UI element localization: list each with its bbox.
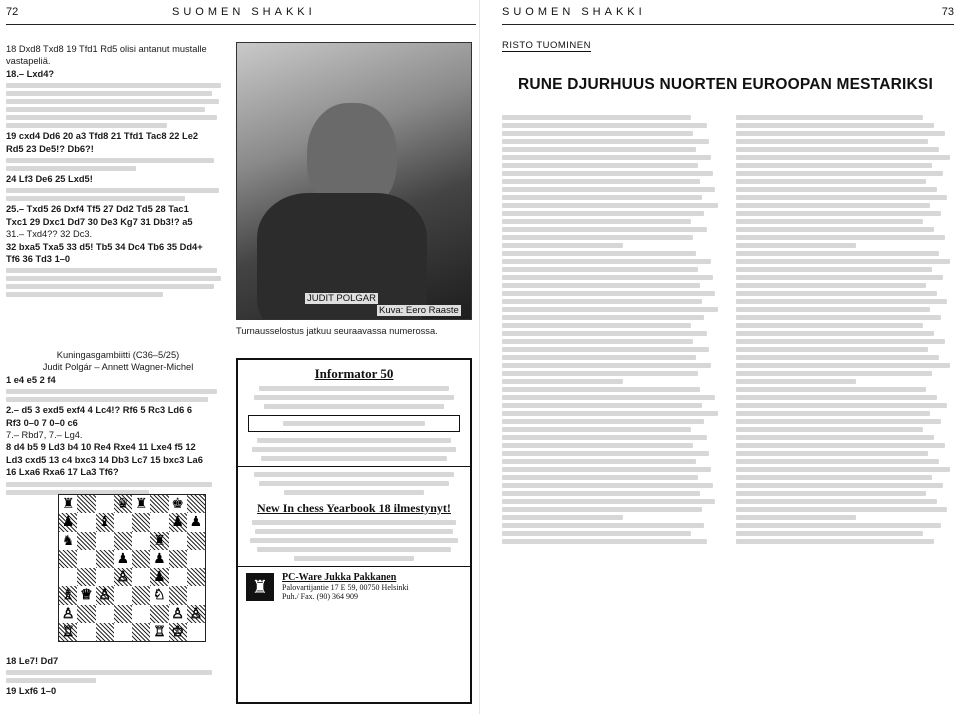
chess-piece-icon: ♗ [61,587,75,604]
text-placeholder [6,292,163,297]
text-placeholder [6,284,214,289]
text-placeholder [502,483,713,488]
text-placeholder [257,438,452,443]
board-square [114,623,132,641]
text-placeholder [736,219,923,224]
text-placeholder [502,267,698,272]
board-square [169,513,187,531]
text-placeholder [736,195,947,200]
move-line: Txc1 29 Dxc1 Dd7 30 De3 Kg7 31 Db3!? a5 [6,216,193,227]
board-square [59,623,77,641]
text-placeholder [257,547,452,552]
text-placeholder [736,411,930,416]
board-square [150,532,168,550]
publisher-name: PC-Ware Jukka Pakkanen [282,572,397,583]
chess-piece-icon: ♟ [153,569,166,586]
text-placeholder [736,475,932,480]
text-placeholder [502,347,709,352]
text-placeholder [261,456,447,461]
ad-inner-box [248,415,460,432]
text-placeholder [736,379,856,384]
text-placeholder [502,395,715,400]
text-placeholder [502,515,623,520]
text-placeholder [252,447,456,452]
text-placeholder [502,339,693,344]
board-square [77,550,95,568]
board-square [96,586,114,604]
ad-divider [238,466,470,467]
text-placeholder [6,196,185,201]
board-square [132,495,150,513]
text-placeholder [502,371,698,376]
board-square [169,586,187,604]
chess-piece-icon: ♟ [116,550,130,567]
text-placeholder [736,443,945,448]
text-placeholder [736,467,950,472]
publisher-phone: Puh./ Fax. (90) 364 909 [282,592,358,601]
board-square [59,550,77,568]
move-line: 19 Lxf6 1–0 [6,686,57,697]
board-square [132,550,150,568]
text-placeholder [736,299,947,304]
text-placeholder [736,187,937,192]
text-placeholder [502,299,702,304]
left-header-rule [6,24,476,25]
text-placeholder [502,115,691,120]
text-placeholder [736,507,947,512]
photo-caption-name: JUDIT POLGAR [307,293,376,304]
text-placeholder [736,499,937,504]
text-placeholder [736,355,939,360]
board-square [59,532,77,550]
board-square [187,605,205,623]
text-line: 18 Dxd8 Txd8 19 Tfd1 Rd5 olisi antanut mustalle [6,44,207,54]
move-line: 18 Le7! Dd7 [6,656,59,666]
text-placeholder [736,307,930,312]
text-placeholder [502,211,704,216]
text-placeholder [502,291,715,296]
text-placeholder [502,227,707,232]
text-placeholder [502,331,707,336]
text-placeholder [736,235,945,240]
board-square [77,605,95,623]
text-placeholder [264,404,445,409]
board-square [169,623,187,641]
article-author [502,40,591,51]
board-square [132,605,150,623]
text-placeholder [250,538,459,543]
text-placeholder [736,483,943,488]
move-line: 31.– Txd4?? 32 Dc3. [6,229,93,240]
rook-logo-icon: ♜ [246,573,274,601]
chess-piece-icon: ♙ [98,587,111,604]
right-page-number: 73 [941,6,954,18]
text-placeholder [502,283,700,288]
ad-subtitle: New In chess Yearbook 18 ilmestynyt! [257,501,451,515]
text-placeholder [252,520,456,525]
text-placeholder [283,421,426,426]
board-square [59,495,77,513]
move-line: 24 Lf3 De6 25 Lxd5! [6,174,93,185]
text-placeholder [736,363,950,368]
text-placeholder [254,472,454,477]
text-placeholder [502,387,700,392]
text-placeholder [6,83,221,88]
text-placeholder [736,451,928,456]
board-square [59,513,77,531]
move-line: Ld3 cxd5 13 c4 bxc3 14 Db3 Lc7 15 bxc3 La6 [6,454,203,465]
board-square [114,605,132,623]
text-placeholder [6,188,219,193]
board-square [169,605,187,623]
chess-piece-icon: ♔ [171,623,184,640]
text-placeholder [502,491,700,496]
text-placeholder [6,99,219,104]
ad-footer [246,573,462,602]
move-line: 19 cxd4 Dd6 20 a3 Tfd8 21 Tfd1 Tac8 22 Le2 [6,131,199,142]
chess-piece-icon: ♙ [171,605,184,622]
board-square [132,623,150,641]
text-placeholder [6,158,214,163]
text-placeholder [736,323,923,328]
board-square [96,495,114,513]
text-placeholder [6,268,217,273]
board-square [187,568,205,586]
board-square [132,568,150,586]
left-running-head [6,6,476,24]
board-square [150,623,168,641]
text-placeholder [736,251,939,256]
text-placeholder [736,155,950,160]
board-square [114,495,132,513]
text-placeholder [502,203,718,208]
players-line: Judit Polgár – Annett Wagner-Michel [42,362,194,373]
text-placeholder [502,275,713,280]
article-headline: RUNE DJURHUUS NUORTEN EUROOPAN MESTARIKSI [518,76,933,93]
text-placeholder [6,91,212,96]
chess-piece-icon: ♟ [171,514,184,531]
chess-piece-icon: ♝ [98,514,111,531]
text-placeholder [736,395,937,400]
text-placeholder [502,219,691,224]
text-placeholder [502,363,711,368]
text-placeholder [502,451,709,456]
left-column-bottom [6,656,230,699]
move-line: 7.– Rbd7, 7.– Lg4. [6,430,83,441]
text-placeholder [502,411,718,416]
text-placeholder [736,515,856,520]
move-line: 8 d4 b5 9 Ld3 b4 10 Re4 Rxe4 11 Lxe4 f5 12 [6,442,196,453]
text-placeholder [502,307,718,312]
text-placeholder [502,315,704,320]
move-line: Rf3 0–0 7 0–0 c6 [6,417,78,428]
text-placeholder [502,163,698,168]
board-square [96,513,114,531]
publisher-block [282,573,409,602]
text-placeholder [502,427,691,432]
board-square [132,586,150,604]
ad-divider [238,566,470,567]
move-line: 18.– Lxd4? [6,68,55,79]
move-line: 25.– Txd5 26 Dxf4 Tf5 27 Dd2 Td5 28 Tac1 [6,204,189,215]
text-placeholder [736,491,926,496]
chess-piece-icon: ♛ [116,496,130,513]
board-square [150,513,168,531]
text-placeholder [502,243,623,248]
photo-credit: Kuva: Eero Raaste [379,305,459,316]
text-placeholder [259,386,449,391]
text-placeholder [736,179,926,184]
text-placeholder [736,163,932,168]
text-placeholder [736,147,939,152]
text-placeholder [284,490,423,495]
move-line: 16 Lxa6 Rxa6 17 La3 Tf6? [6,467,119,478]
text-placeholder [736,523,941,528]
chess-piece-icon: ♖ [153,623,166,640]
text-placeholder [736,123,934,128]
text-placeholder [736,419,941,424]
text-placeholder [736,211,941,216]
text-placeholder [502,179,700,184]
text-placeholder [736,267,932,272]
board-square [150,586,168,604]
right-running-head [502,6,954,24]
move-line: 2.– d5 3 exd5 exf4 4 Lc4!? Rf6 5 Rc3 Ld6 6 [6,405,193,416]
left-magazine-title: SUOMEN SHAKKI [172,6,316,18]
informator-ad [236,358,472,704]
text-placeholder [502,355,696,360]
move-line: Tf6 36 Td3 1–0 [6,254,71,265]
text-placeholder [736,243,856,248]
text-placeholder [502,403,702,408]
text-placeholder [736,259,950,264]
text-placeholder [6,166,136,171]
text-placeholder [502,171,713,176]
text-placeholder [502,507,702,512]
board-square [169,495,187,513]
board-square [77,568,95,586]
text-placeholder [6,389,217,394]
text-placeholder [736,315,941,320]
text-placeholder [255,529,452,534]
board-square [96,550,114,568]
board-square [169,532,187,550]
board-square [150,605,168,623]
chess-piece-icon: ♜ [153,532,166,549]
board-square [59,586,77,604]
text-placeholder [502,475,698,480]
text-placeholder [6,670,212,675]
text-placeholder [736,459,939,464]
board-square [169,550,187,568]
chess-piece-icon: ♖ [61,623,75,640]
text-placeholder [502,379,623,384]
ad-title: Informator 50 [314,366,394,381]
text-placeholder [736,435,934,440]
text-placeholder [736,291,937,296]
board-square [77,586,95,604]
left-column-top [6,44,230,300]
photo-note [236,326,472,338]
board-square [187,586,205,604]
right-magazine-title: SUOMEN SHAKKI [502,6,646,18]
text-placeholder [502,131,693,136]
move-line: Rd5 23 De5!? Db6?! [6,143,94,154]
text-placeholder [502,155,711,160]
board-square [169,568,187,586]
text-placeholder [502,539,707,544]
text-placeholder [736,131,945,136]
text-placeholder [502,123,707,128]
board-square [150,568,168,586]
text-placeholder [736,371,932,376]
left-page-number: 72 [6,6,19,18]
text-placeholder [502,523,704,528]
board-square [96,605,114,623]
text-placeholder [502,467,711,472]
board-square [187,513,205,531]
board-square [77,495,95,513]
board-square [114,513,132,531]
board-square [132,532,150,550]
board-square [150,495,168,513]
text-placeholder [736,331,934,336]
board-square [187,495,205,513]
text-placeholder [736,115,923,120]
text-placeholder [502,139,709,144]
right-header-rule [502,24,954,25]
chess-piece-icon: ♙ [61,605,75,622]
board-square [114,532,132,550]
board-square [114,550,132,568]
text-placeholder [736,347,928,352]
opening-name: Kuningasgambiitti (C36–5/25) [56,350,180,360]
text-placeholder [502,499,715,504]
text-placeholder [254,395,454,400]
text-placeholder [502,443,693,448]
board-square [114,568,132,586]
text-placeholder [502,195,702,200]
text-placeholder [736,387,926,392]
text-placeholder [502,459,696,464]
text-placeholder [6,397,208,402]
publisher-address: Palovartijantie 17 E 59, 00750 Helsinki [282,582,409,592]
chess-piece-icon: ♙ [116,569,130,586]
chess-piece-icon: ♚ [171,496,184,513]
author-name: RISTO TUOMINEN [502,40,591,51]
text-placeholder [502,259,711,264]
text-placeholder [294,556,415,561]
board-square [77,532,95,550]
text-placeholder [502,235,693,240]
board-square [187,532,205,550]
text-placeholder [736,171,943,176]
board-square [77,623,95,641]
move-line: 1 e4 e5 2 f4 [6,374,56,385]
text-placeholder [736,275,943,280]
text-placeholder [6,123,167,128]
board-square [96,568,114,586]
chess-piece-icon: ♜ [134,496,148,513]
text-placeholder [502,419,704,424]
text-placeholder [502,187,715,192]
board-square [59,568,77,586]
text-placeholder [736,283,926,288]
chess-piece-icon: ♘ [153,587,166,604]
judit-polgar-photo [236,42,472,320]
text-placeholder [736,227,934,232]
board-square [96,532,114,550]
text-placeholder [736,531,923,536]
chess-piece-icon: ♜ [61,496,75,513]
text-placeholder [6,115,217,120]
left-column-game2 [6,350,230,498]
text-placeholder [6,276,221,281]
board-square [187,623,205,641]
chess-diagram [58,494,206,642]
board-square [59,605,77,623]
board-square [187,550,205,568]
chess-piece-icon: ♙ [189,605,203,622]
text-placeholder [6,482,212,487]
text-placeholder [6,107,205,112]
text-placeholder [736,427,923,432]
text-placeholder [736,139,928,144]
board-square [96,623,114,641]
chess-piece-icon: ♟ [61,514,75,531]
right-column-2 [736,112,954,547]
text-placeholder [736,403,947,408]
right-column-1 [502,112,722,547]
chess-piece-icon: ♟ [189,514,203,531]
text-placeholder [502,435,707,440]
text-placeholder [736,203,930,208]
text-placeholder [502,531,691,536]
board-square [150,550,168,568]
text-placeholder [736,539,934,544]
move-line: 32 bxa5 Txa5 33 d5! Tb5 34 Dc4 Tb6 35 Dd4+ [6,241,203,252]
chess-piece-icon: ♟ [153,550,166,567]
board-square [132,513,150,531]
right-page [480,0,960,714]
text-placeholder [736,339,945,344]
chess-piece-icon: ♕ [80,587,93,604]
text-placeholder [502,147,696,152]
text-placeholder [502,251,696,256]
text-placeholder [259,481,449,486]
text-placeholder [502,323,691,328]
continuation-note: Turnausselostus jatkuu seuraavassa numerossa. [236,326,438,336]
board-square [114,586,132,604]
board-square [77,513,95,531]
chess-piece-icon: ♞ [61,532,75,549]
text-placeholder [6,678,96,683]
text-line: vastapeliä. [6,56,51,67]
